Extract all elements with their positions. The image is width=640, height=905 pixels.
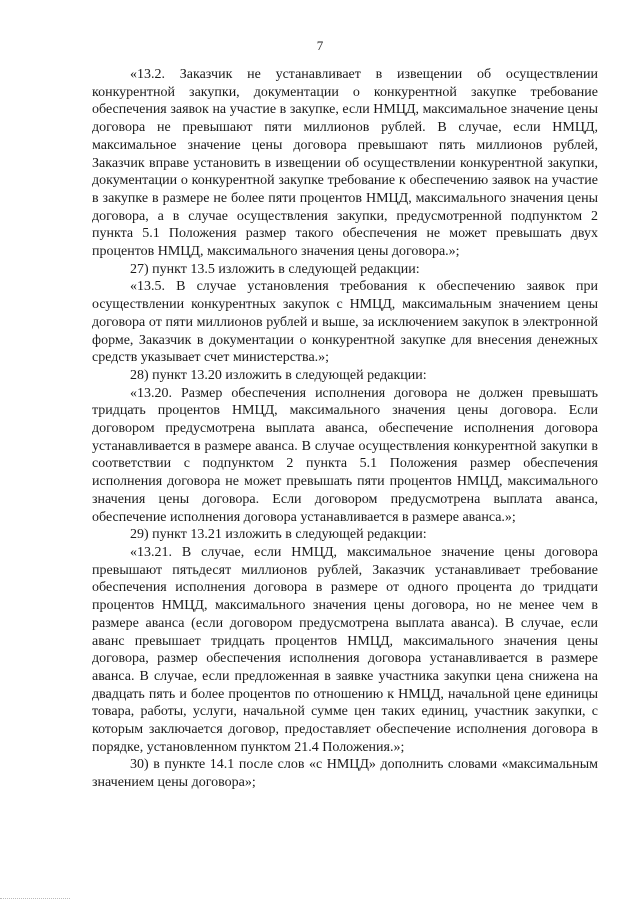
- document-body: [92, 66, 598, 792]
- paragraph-item-28: 28) пункт 13.20 изложить в следующей редакции:: [130, 367, 427, 383]
- paragraph-13-21: «13.21. В случае, если НМЦД, максимальное значение цены договора превышают пятьдесят миллионов рублей, Заказчик устанавливает требование обеспечения исполнения договора в размере от одного процента до тридцати процентов НМЦД, максимального значения цены договора, но не менее чем в размере аванса (если договором предусмотрена выплата аванса). В случае, если аванс превышает тридцать процентов НМЦД, максимального значения цены договора, размер обеспечения исполнения договора устанавливается в размере аванса. В случае, если предложенная в заявке участника закупки цена снижена на двадцать пять и более процентов по отношению к НМЦД, начальной цене единицы товара, работы, услуги, начальной сумме цен таких единиц, участник закупки, с которым заключается договор, предоставляет обеспечение исполнения договора в порядке, установленном пунктом 21.4 Положения.»;: [92, 544, 598, 755]
- paragraph-13-5: «13.5. В случае установления требования к обеспечению заявок при осуществлении конкурентных закупок с НМЦД, максимальным значением цены договора от пяти миллионов рублей и выше, за исключением закупок в электронной форме, Заказчик в документации о конкурентной закупке для внесения денежных средств указывает счет министерства.»;: [92, 279, 598, 366]
- paragraph-13-2: «13.2. Заказчик не устанавливает в извещении об осуществлении конкурентной закупки, документации о конкурентной закупке требование обеспечения заявок на участие в закупке, если НМЦД, максимальное значение цены договора не превышают пяти миллионов рублей. В случае, если НМЦД, максимальное значение цены договора превышают пять миллионов рублей, Заказчик вправе установить в извещении об осуществлении конкурентной закупки, документации о конкурентной закупке требование к обеспечению заявок на участие в закупке в размере не более пяти процентов НМЦД, максимального значения цены договора, а в случае осуществления закупки, предусмотренной подпунктом 2 пункта 5.1 Положения размер такого обеспечения не может превышать двух процентов НМЦД, максимального значения цены договора.»;: [92, 67, 598, 260]
- paragraph-13-20: «13.20. Размер обеспечения исполнения договора не должен превышать тридцать процентов НМЦД, максимального значения цены договора. Если договором предусмотрена выплата аванса, обеспечение исполнения договора устанавливается в размере аванса. В случае осуществления конкурентной закупки в соответствии с подпунктом 2 пункта 5.1 Положения размер обеспечения исполнения договора не может превышать пяти процентов НМЦД, максимального значения цены договора. Если договором предусмотрена выплата аванса, обеспечение исполнения договора устанавливается в размере аванса.»;: [92, 385, 598, 525]
- paragraph-item-30: 30) в пункте 14.1 после слов «с НМЦД» дополнить словами «максимальным значением цены договора»;: [92, 757, 598, 791]
- page-number: 7: [316, 38, 324, 53]
- paragraph-item-27: 27) пункт 13.5 изложить в следующей редакции:: [130, 261, 420, 277]
- paragraph-item-29: 29) пункт 13.21 изложить в следующей редакции:: [130, 527, 427, 543]
- footer-divider: [0, 896, 70, 899]
